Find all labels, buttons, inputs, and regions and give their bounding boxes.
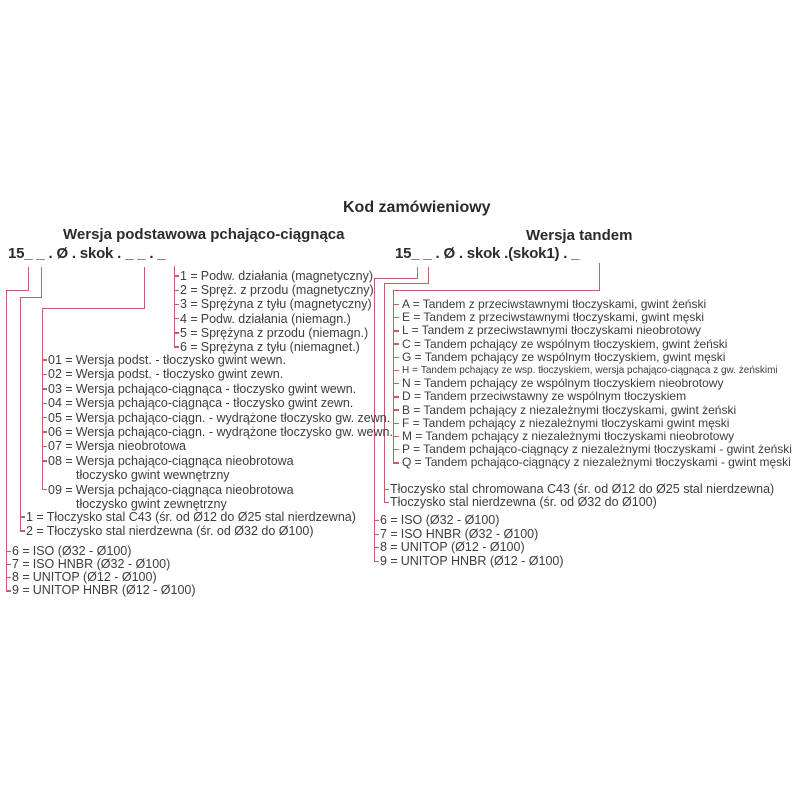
option-label: Wersja pchająco-ciągnąca - tłoczysko gwint wewn. <box>75 381 357 396</box>
connector-tick <box>6 590 11 591</box>
option-code: 01 = <box>48 353 73 367</box>
option-code: F = <box>402 415 420 430</box>
option-row <box>393 456 792 469</box>
connector-tick <box>42 446 47 447</box>
connector-tick <box>6 564 11 565</box>
option-label: tłoczysko gwint wewnętrzny <box>76 468 230 483</box>
option-code: C = <box>402 336 422 351</box>
option-label: Podw. działania (niemagn.) <box>200 311 351 326</box>
version-options-list <box>42 353 393 511</box>
option-label: Tłoczysko stal chromowana C43 (śr. od Ø12 do Ø25 stal nierdzewna) <box>390 482 775 496</box>
option-code: 04 = <box>48 396 73 411</box>
action-options-list <box>174 269 374 354</box>
connector-tick <box>174 346 179 347</box>
option-label: Tandem pchająco-ciągnący z niezależnymi tłoczyskami - gwint żeński <box>423 442 792 457</box>
option-label: Tłoczysko stal C43 (śr. od Ø12 do Ø25 stal nierdzewna) <box>46 510 356 524</box>
series-options-right-list <box>374 514 564 568</box>
connector-tick <box>42 388 47 389</box>
option-row <box>374 514 564 528</box>
option-row <box>174 297 374 311</box>
option-row <box>20 524 356 538</box>
option-code: 8 = <box>380 540 398 554</box>
option-row <box>174 283 374 297</box>
connector-tick <box>393 343 399 344</box>
option-label: ISO (Ø32 - Ø100) <box>32 544 132 558</box>
option-label: Tandem z przeciwstawnymi tłoczyskami, gwint żeński <box>422 297 707 311</box>
connector-line <box>374 278 418 279</box>
connector-line <box>41 267 42 297</box>
connector-tick <box>384 489 389 490</box>
connector-tick <box>42 403 47 404</box>
option-code: G = <box>402 349 422 364</box>
option-row <box>374 555 564 569</box>
option-row <box>393 351 792 364</box>
option-label: UNITOP HNBR (Ø12 - Ø100) <box>32 583 196 598</box>
connector-tick <box>374 520 379 521</box>
connector-line <box>384 283 429 284</box>
connector-tick <box>174 275 179 276</box>
option-label: Tandem pchający ze wsp. tłoczyskiem, wersja pchająco-ciągnąca z gw. żeńskimi <box>420 364 778 376</box>
connector-tick <box>174 290 179 291</box>
option-label: ISO (Ø32 - Ø100) <box>400 513 500 527</box>
option-label: Wersja pchająco-ciągnąca - tłoczysko gwint zewn. <box>75 396 354 411</box>
option-label: Wersja podst. - tłoczysko gwint zewn. <box>75 367 284 382</box>
option-code: B = <box>402 402 421 417</box>
option-code: 02 = <box>48 367 73 382</box>
tandem-options-list <box>393 298 792 469</box>
series-options-list <box>6 545 196 597</box>
connector-tick <box>393 383 399 384</box>
page-title: Kod zamówieniowy <box>343 199 491 216</box>
connector-line <box>428 267 429 283</box>
connector-tick <box>42 460 47 461</box>
option-label: Podw. działania (magnetyczny) <box>200 269 374 283</box>
connector-tick <box>393 436 399 437</box>
option-code: 9 = <box>380 553 398 568</box>
connector-tick <box>393 449 399 450</box>
connector-line <box>20 297 42 298</box>
option-row <box>374 528 564 542</box>
connector-line <box>144 267 145 308</box>
option-row <box>384 496 774 509</box>
option-label: Sprężyna z tyłu (magnetyczny) <box>200 297 372 312</box>
option-label: Wersja podst. - tłoczysko gwint wewn. <box>75 353 286 367</box>
connector-tick <box>174 332 179 333</box>
option-row <box>42 396 393 410</box>
option-label: ISO HNBR (Ø32 - Ø100) <box>400 526 539 541</box>
option-label: Wersja pchająco-ciągnąca nieobrotowa <box>75 453 294 468</box>
option-label: Tandem pchający ze wspólnym tłoczyskiem nieobrotowy <box>424 376 724 391</box>
connector-tick <box>384 502 389 503</box>
connector-line <box>28 267 29 290</box>
option-label: Wersja pchająco-ciągn. - wydrążone tłoczysko gw. wewn. <box>75 424 393 439</box>
option-code: E = <box>402 310 421 325</box>
connector-line <box>42 308 145 309</box>
right-section-header: Wersja tandem <box>526 227 633 244</box>
connector-line <box>20 297 21 531</box>
connector-tick <box>6 577 11 578</box>
connector-tick <box>393 304 399 305</box>
option-label: Tandem z przeciwstawnymi tłoczyskami nieobrotowy <box>421 323 702 338</box>
option-label: Sprężyna z tyłu (niemagnet.) <box>200 339 360 354</box>
option-row <box>42 382 393 396</box>
option-row <box>6 584 196 597</box>
option-label: Wersja pchająco-ciągn. - wydrążone tłoczysko gw. zewn. <box>75 410 391 425</box>
option-row <box>174 326 374 340</box>
connector-tick <box>393 409 399 410</box>
option-label: Spręż. z przodu (magnetyczny) <box>200 283 374 298</box>
option-code: M = <box>402 428 423 443</box>
option-code: 08 = <box>48 453 73 468</box>
option-row <box>174 269 374 283</box>
option-code: 2 = <box>26 524 44 538</box>
option-label: Tandem pchający ze wspólnym tłoczyskiem, gwint męski <box>424 349 726 364</box>
connector-tick <box>42 359 47 360</box>
option-code: 09 = <box>48 482 73 497</box>
connector-tick <box>393 357 399 358</box>
option-code: 6 = <box>380 513 398 527</box>
connector-tick <box>393 317 399 318</box>
option-code: 7 = <box>380 526 398 541</box>
option-code: 8 = <box>12 570 30 585</box>
option-code: A = <box>402 297 420 311</box>
option-label: tłoczysko gwint zewnętrzny <box>76 496 227 511</box>
option-code: 03 = <box>48 381 73 396</box>
option-code: 5 = <box>180 325 198 340</box>
option-code: D = <box>402 389 422 404</box>
option-label: Sprężyna z przodu (niemagn.) <box>200 325 369 340</box>
option-row <box>174 340 374 354</box>
option-code: 05 = <box>48 410 73 425</box>
option-code: Q = <box>402 455 422 470</box>
option-code: 3 = <box>180 297 198 312</box>
connector-tick <box>6 551 11 552</box>
connector-tick <box>174 318 179 319</box>
option-label: Tandem przeciwstawny ze wspólnym tłoczyskiem <box>424 389 687 404</box>
connector-tick <box>42 374 47 375</box>
option-code: P = <box>402 442 421 457</box>
option-code: 2 = <box>180 283 198 298</box>
option-code: 6 = <box>180 339 198 354</box>
option-code: 06 = <box>48 424 73 439</box>
option-row <box>42 439 393 453</box>
connector-tick <box>20 516 25 517</box>
connector-line <box>393 290 600 291</box>
option-label: UNITOP (Ø12 - Ø100) <box>32 570 157 585</box>
connector-tick <box>42 489 47 490</box>
connector-tick <box>393 462 399 463</box>
option-row <box>42 425 393 439</box>
connector-tick <box>374 547 379 548</box>
option-code: 1 = <box>26 510 44 524</box>
option-label: UNITOP (Ø12 - Ø100) <box>400 540 525 554</box>
rod-material-options-list <box>20 510 356 538</box>
connector-tick <box>393 396 399 397</box>
option-label: Tandem z przeciwstawnymi tłoczyskami, gwint męski <box>423 310 705 325</box>
option-code: N = <box>402 376 422 391</box>
option-code: 6 = <box>12 544 30 558</box>
option-row <box>42 483 393 497</box>
option-row-continuation <box>42 468 393 482</box>
option-label: ISO HNBR (Ø32 - Ø100) <box>32 557 171 572</box>
rod-material-notes-list <box>384 483 774 509</box>
connector-tick <box>374 534 379 535</box>
option-label: Tłoczysko stal nierdzewna (śr. od Ø32 do Ø100) <box>390 495 657 509</box>
option-label: Wersja pchająco-ciągnąca nieobrotowa <box>75 482 294 497</box>
option-label: Tandem pchający ze wspólnym tłoczyskiem, gwint żeński <box>424 336 728 351</box>
option-code: H = <box>402 364 418 376</box>
option-label: UNITOP HNBR (Ø12 - Ø100) <box>400 553 564 568</box>
option-code: 7 = <box>12 557 30 572</box>
option-row <box>174 312 374 326</box>
connector-tick <box>42 431 47 432</box>
connector-tick <box>20 530 25 531</box>
left-section-header: Wersja podstawowa pchająco-ciągnąca <box>63 226 345 243</box>
option-label: Tandem pchający z niezależnymi tłoczyskami nieobrotowy <box>425 428 735 443</box>
connector-tick <box>42 417 47 418</box>
option-code: 4 = <box>180 311 198 326</box>
right-order-code: 15_ _ . Ø . skok .(skok1) . _ <box>395 245 580 262</box>
connector-line <box>599 263 600 290</box>
connector-line <box>6 290 29 291</box>
connector-tick <box>393 370 399 371</box>
left-order-code: 15_ _ . Ø . skok . _ _ . _ <box>8 245 166 262</box>
connector-tick <box>174 304 179 305</box>
option-row <box>42 454 393 468</box>
connector-tick <box>374 561 379 562</box>
option-code: 1 = <box>180 269 198 283</box>
option-code: 07 = <box>48 439 73 454</box>
option-row <box>42 411 393 425</box>
option-row <box>20 510 356 524</box>
option-row <box>374 541 564 555</box>
option-label: Wersja nieobrotowa <box>75 439 186 454</box>
connector-tick <box>393 423 399 424</box>
option-label: Tłoczysko stal nierdzewna (śr. od Ø32 do Ø100) <box>46 524 314 538</box>
option-code: 9 = <box>12 583 30 598</box>
option-label: Tandem pchający z niezależnymi tłoczyskami, gwint żeński <box>423 402 737 417</box>
option-label: Tandem pchająco-ciągnący z niezależnymi tłoczyskami - gwint męski <box>424 455 791 470</box>
option-row <box>42 367 393 381</box>
option-label: Tandem pchający z niezależnymi tłoczyskami gwint męski <box>422 415 730 430</box>
option-row <box>42 353 393 367</box>
option-code: L = <box>402 323 419 338</box>
connector-line <box>417 267 418 278</box>
connector-tick <box>393 330 399 331</box>
